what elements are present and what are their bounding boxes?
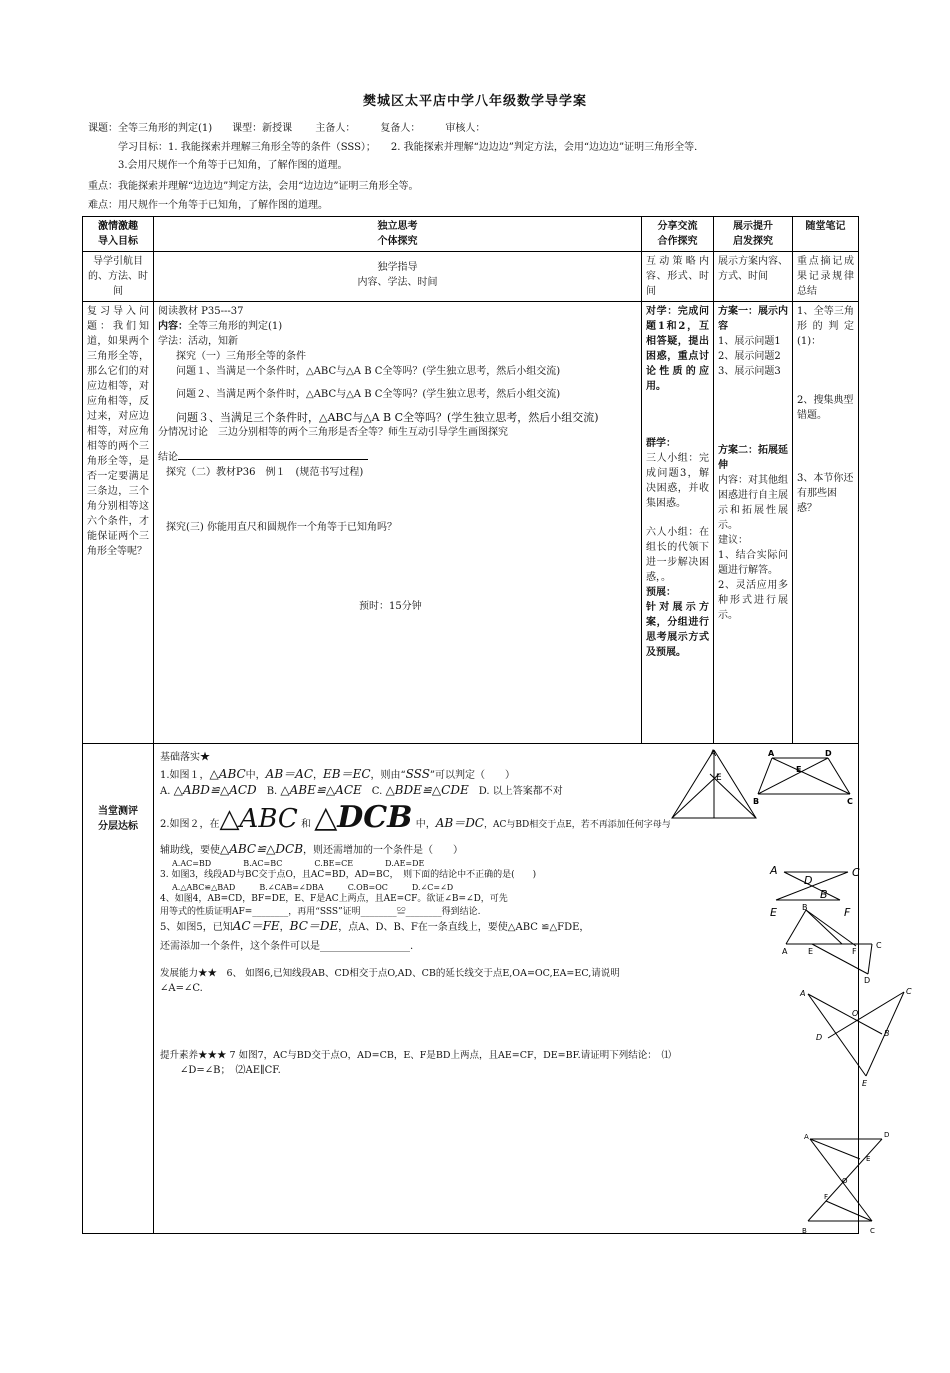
svg-text:D: D — [804, 874, 813, 887]
svg-text:O: O — [842, 1177, 848, 1185]
header-cell-2: 独立思考 个体探究 — [154, 217, 642, 252]
svg-text:E: E — [866, 1155, 871, 1163]
svg-text:C: C — [852, 866, 860, 879]
figure-6 — [798, 986, 918, 1086]
svg-text:B: B — [884, 1029, 890, 1038]
cooperation-cell: 对学：完成问题1和2，互相答疑，提出困惑，重点讨论性质的应用。 群学： 三人小组：完成问题3，解决困惑，并收集困惑。 六人小组：在组长的代领下进一步解决困惑，。 预展： 针对展示方案，分组进行思考展示方式及预展。 — [642, 302, 714, 744]
meta-line: 课题：全等三角形的判定(1) 课型：新授课 主备人： 复备人： 审核人： — [88, 123, 486, 134]
header-cell-5: 随堂笔记 — [793, 217, 859, 252]
figure-4 — [782, 904, 892, 984]
svg-text:D: D — [884, 1131, 890, 1139]
svg-text:E: E — [862, 1079, 868, 1086]
svg-text:B: B — [802, 1227, 807, 1235]
svg-text:F: F — [852, 947, 857, 956]
svg-text:D: D — [825, 749, 832, 758]
interaction-cell: 互动策略内容、形式、时间 — [642, 252, 714, 302]
self-study-cell: 独学指导 内容、学法、时间 — [154, 252, 642, 302]
svg-text:A: A — [804, 1133, 809, 1141]
figure-1 — [664, 746, 764, 826]
exercise-text: 基础落实★ 1.如图１，△ABC中，AB＝AC，EB＝EC，则由“SSS”可以判定（ ） A. △ABD≌△ACD B. △ABE≌△ACE C. △BDE≌△CDE D. 以上答案都不对 2.如图２，在△ABC 和 △DCB 中，AB＝DC，AC与BD相交于点E，若不再添加任何字母与 辅助线，要使△ABC≌△DCB，则还需增加的一个条件是（ ） A.AC=BD B.AC=BC C.BE=CE D.AE=DE 3. 如图3，线段AD与BC交于点O，且AC=BD，AD=BC， 则下面的结论中不正确的是( ) A.△ABC≌△BAD B.∠CAB=∠DBA C.OB=OC D.∠C=∠D 4、如图4，AB=CD，BF=DE，E、F是AC上两点，且AE=CF。欲证∠B=∠D，可先 用等式的性质证明AF=________，再用“SSS”证明________≌________得到结论. 5、如图5，已知AC＝FE，BC＝DE，点A、D、B、F在一条直线上，要使△ABC ≌△FDE， 还需添加一个条件，这个条件可以是__________________. 发展能力★★ 6、 如图6,已知线段AB、CD相交于点O,AD、CB的延长线交于点E,OA=OC,EA=EC,请说明 ∠A=∠C. 提升素养★★★ 7 如图7，AC与BD交于点O，AD=CB，E、F是BD上两点，且AE=CF，DE=BF.请证明下列结论： ⑴ ∠D=∠B； ⑵AE∥CF. — [160, 752, 671, 1076]
svg-text:B: B — [820, 888, 828, 901]
svg-text:A: A — [768, 749, 775, 758]
review-intro: 复习导入问题：我们知道，如果两个三角形全等，那么它们的对应边相等，对应角相等，反过来，对应边相等，对应角相等的两个三角形全等，是否一定要满足三条边，三个角分别相等这六个条件，才能保证两个三角形全等呢？ — [83, 302, 154, 744]
guide-cell: 导学引航目的、方法、时间 — [83, 252, 154, 302]
figure-7 — [796, 1129, 896, 1239]
svg-text:C: C — [906, 987, 912, 996]
display-cell: 展示方案内容、方式、时间 — [714, 252, 793, 302]
goal-line-2: 3.会用尺规作一个角等于已知角，了解作图的道理。 — [118, 160, 348, 171]
svg-text:B: B — [802, 904, 808, 912]
svg-text:E: E — [770, 906, 777, 919]
svg-text:F: F — [844, 906, 851, 919]
conclusion-blank — [178, 459, 368, 460]
header-cell-3: 分享交流 合作探究 — [642, 217, 714, 252]
svg-text:A: A — [782, 947, 788, 956]
svg-text:F: F — [824, 1193, 829, 1201]
figure-2 — [752, 748, 862, 808]
svg-text:A: A — [800, 989, 806, 998]
assessment-label: 当堂测评 分层达标 — [83, 744, 154, 1234]
lesson-table — [82, 216, 912, 1235]
difficulty: 难点：用尺规作一个角等于已知角，了解作图的道理。 — [88, 200, 328, 211]
explore-cell: 阅读教材 P35---37 内容：全等三角形的判定(1) 学法：活动，知新 探究（一）三角形全等的条件 问题１、当满足一个条件时，△ABC与△A B C全等吗？(学生独立思考，然后小组交流) 问题２、当满足两个条件时，△ABC与△A B C全等吗？(学生独立思考，然后小组交流) 问题３、当满足三个条件时，△ABC与△A B C全等吗？(学生独立思考，然后小组交流) 分情况讨论 三边分别相等的两个三角形是否全等？师生互动引导学生画图探究 结论 探究（二）教材P36 例１ (规范书写过程) 探究(三) 你能用直尺和圆规作一个角等于已知角吗？ 预时：15分钟 — [154, 302, 642, 744]
goal-line-1: 学习目标：1. 我能探索并理解三角形全等的条件（SSS）； 2. 我能探索并理解“边边边”判定方法，会用“边边边”证明三角形全等． — [118, 142, 705, 153]
header-cell-4: 展示提升 启发探究 — [714, 217, 793, 252]
svg-text:C: C — [870, 1227, 875, 1235]
notes-cell: 重点摘记成果记录规律总结 — [793, 252, 859, 302]
svg-text:C: C — [876, 941, 882, 950]
svg-text:D: D — [816, 1033, 823, 1042]
svg-text:E: E — [796, 765, 802, 774]
svg-text:E: E — [808, 947, 814, 956]
label-E: E — [716, 773, 722, 783]
show-cell: 方案一：展示内容 1、展示问题1 2、展示问题2 3、展示问题3 方案二：拓展延伸 内容：对其他组困惑进行自主展示和拓展性展示。 建议： 1、结合实际问题进行解答。 2、灵活应用多种形式进行展示。 — [714, 302, 793, 744]
exercise-cell — [154, 744, 912, 1235]
svg-text:C: C — [847, 797, 853, 806]
notes-col: 1、全等三角形的判定(1)： 2、搜集典型错题。 3、本节你还有那些困惑？ — [793, 302, 859, 744]
header-cell-1: 激情激趣 导入目标 — [83, 217, 154, 252]
svg-text:A: A — [770, 864, 778, 877]
svg-text:B: B — [753, 797, 760, 806]
key-point: 重点：我能探索并理解“边边边”判定方法，会用“边边边”证明三角形全等。 — [88, 181, 419, 192]
label-A: A — [710, 749, 717, 759]
page-title: 樊城区太平店中学八年级数学导学案 — [362, 94, 587, 109]
svg-text:D: D — [864, 976, 871, 984]
svg-text:O: O — [852, 1009, 859, 1018]
